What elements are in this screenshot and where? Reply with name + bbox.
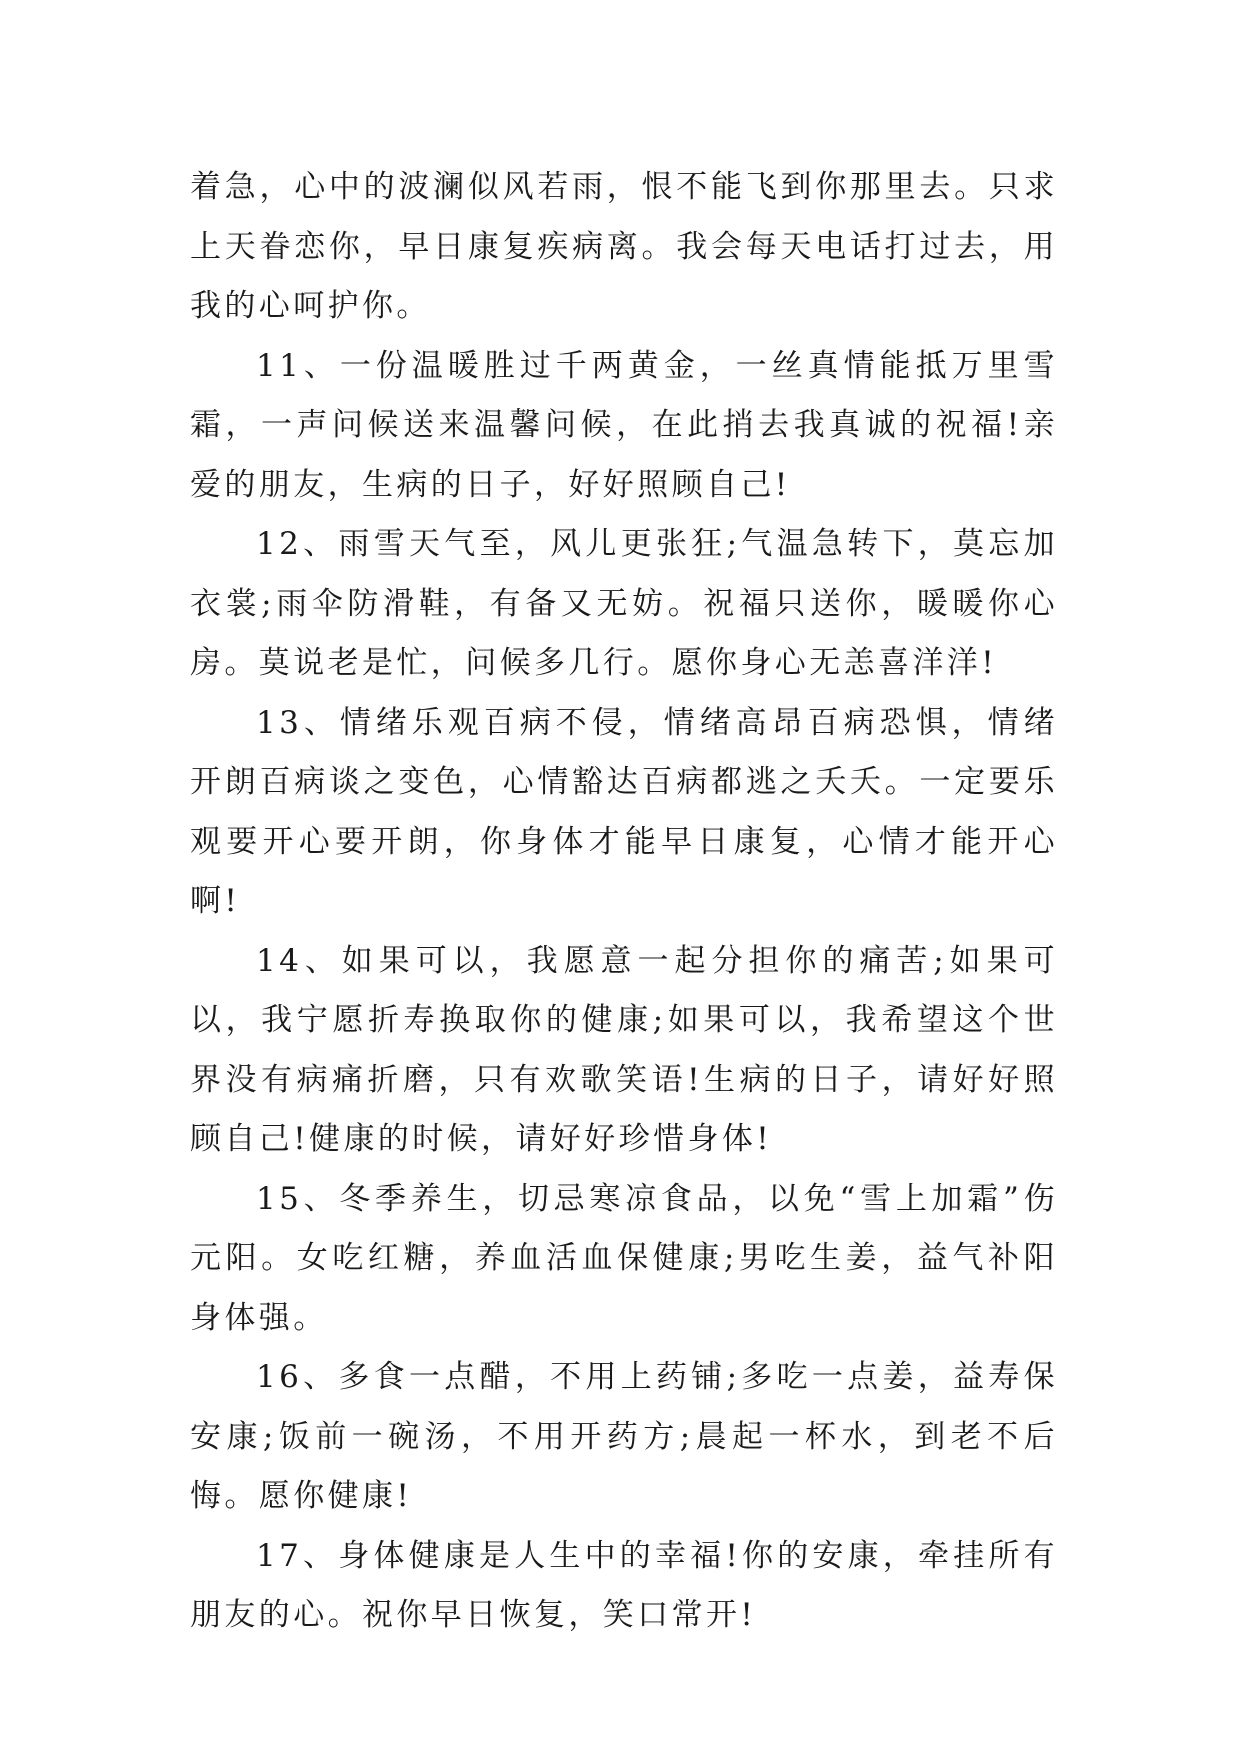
paragraph-13: 13、情绪乐观百病不侵，情绪高昂百病恐惧，情绪开朗百病谈之变色，心情豁达百病都逃之夭夭。一定要乐观要开心要开朗，你身体才能早日康复，心情才能开心啊!: [190, 704, 1058, 919]
paragraph-continuation: 着急，心中的波澜似风若雨，恨不能飞到你那里去。只求上天眷恋你，早日康复疾病离。我会每天电话打过去，用我的心呵护你。: [190, 169, 1058, 324]
paragraph-15: 15、冬季养生，切忌寒凉食品，以免“雪上加霜”伤元阳。女吃红糖，养血活血保健康;男吃生姜，益气补阳身体强。: [190, 1180, 1058, 1336]
paragraph-16: 16、多食一点醋，不用上药铺;多吃一点姜，益寿保安康;饭前一碗汤，不用开药方;晨起一杯水，到老不后悔。愿你健康!: [190, 1359, 1058, 1514]
paragraph-17: 17、身体健康是人生中的幸福!你的安康，牵挂所有朋友的心。祝你早日恢复，笑口常开!: [190, 1537, 1058, 1633]
paragraph-12: 12、雨雪天气至，风儿更张狂;气温急转下，莫忘加衣裳;雨伞防滑鞋，有备又无妨。祝福只送你，暖暖你心房。莫说老是忙，问候多几行。愿你身心无恙喜洋洋!: [190, 526, 1058, 681]
document-body: [190, 158, 1058, 1646]
paragraph-11: 11、一份温暖胜过千两黄金，一丝真情能抵万里雪霜，一声问候送来温馨问候，在此捎去我真诚的祝福!亲爱的朋友，生病的日子，好好照顾自己!: [190, 347, 1058, 503]
paragraph-14: 14、如果可以，我愿意一起分担你的痛苦;如果可以，我宁愿折寿换取你的健康;如果可以，我希望这个世界没有病痛折磨，只有欢歌笑语!生病的日子，请好好照顾自己!健康的时候，请好好珍惜身体!: [190, 942, 1058, 1157]
